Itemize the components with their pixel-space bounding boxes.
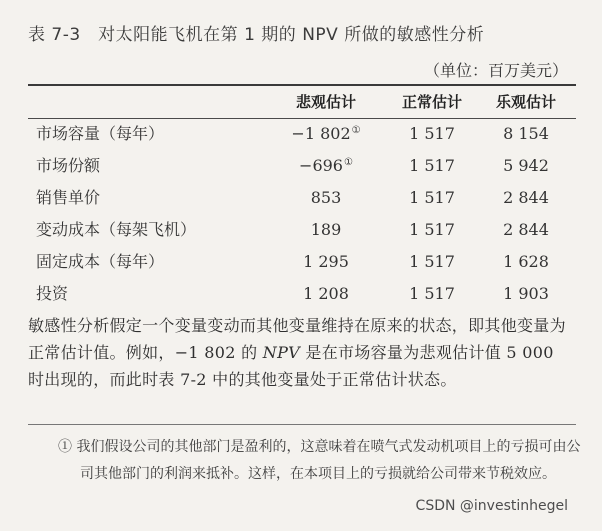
row-label: 变动成本（每架飞机）	[36, 220, 197, 239]
row-label: 投资	[36, 284, 69, 303]
unit-label: （单位：百万美元）	[423, 61, 568, 80]
row-label: 固定成本（每年）	[36, 252, 165, 271]
pessimistic-value: −1 802①	[291, 124, 361, 143]
sensitivity-table	[28, 86, 576, 310]
optimistic-value: 5 942	[503, 156, 549, 175]
table-row	[28, 278, 576, 310]
explanation-paragraph: 敏感性分析假定一个变量变动而其他变量维持在原来的状态，即其他变量为正常估计值。例如，−1 802 的 NPV 是在市场容量为悲观估计值 5 000 时出现的，而此时表 7-2 中的其他变量处于正常估计状态。	[28, 316, 566, 389]
normal-value: 1 517	[409, 124, 455, 143]
footnote-marker: ①	[351, 124, 361, 136]
table-row	[28, 246, 576, 278]
normal-value: 1 517	[409, 284, 455, 303]
table-row	[28, 214, 576, 246]
row-label: 市场容量（每年）	[36, 124, 165, 143]
table-header-row	[28, 86, 576, 118]
footnote-rule	[28, 424, 576, 425]
table-row	[28, 150, 576, 182]
header-cell-normal: 正常估计	[401, 93, 462, 111]
normal-value: 1 517	[409, 188, 455, 207]
optimistic-value: 2 844	[503, 188, 549, 207]
pessimistic-value: 1 208	[303, 284, 349, 303]
optimistic-value: 1 628	[503, 252, 549, 271]
table-title: 表 7-3 对太阳能飞机在第 1 期的 NPV 所做的敏感性分析	[28, 25, 485, 45]
table-row	[28, 182, 576, 214]
table-row	[28, 118, 576, 150]
watermark: CSDN @investinhegel	[415, 498, 568, 514]
pessimistic-value: 853	[310, 188, 342, 207]
optimistic-value: 2 844	[503, 220, 549, 239]
row-label: 销售单价	[36, 188, 101, 207]
pessimistic-value: 1 295	[303, 252, 349, 271]
row-label: 市场份额	[36, 156, 101, 175]
pessimistic-value: 189	[310, 220, 342, 239]
optimistic-value: 1 903	[503, 284, 549, 303]
header-cell-optimistic: 乐观估计	[495, 93, 556, 111]
pessimistic-value: −696①	[299, 156, 353, 175]
header-cell-pessimistic: 悲观估计	[295, 93, 356, 111]
normal-value: 1 517	[409, 220, 455, 239]
footnote: ① 我们假设公司的其他部门是盈利的，这意味着在喷气式发动机项目上的亏损可由公司其他部门的利润来抵补。这样，在本项目上的亏损就给公司带来节税效应。	[58, 439, 581, 482]
optimistic-value: 8 154	[503, 124, 549, 143]
npv-term: NPV	[262, 343, 301, 362]
footnote-marker: ①	[343, 156, 353, 168]
normal-value: 1 517	[409, 252, 455, 271]
normal-value: 1 517	[409, 156, 455, 175]
